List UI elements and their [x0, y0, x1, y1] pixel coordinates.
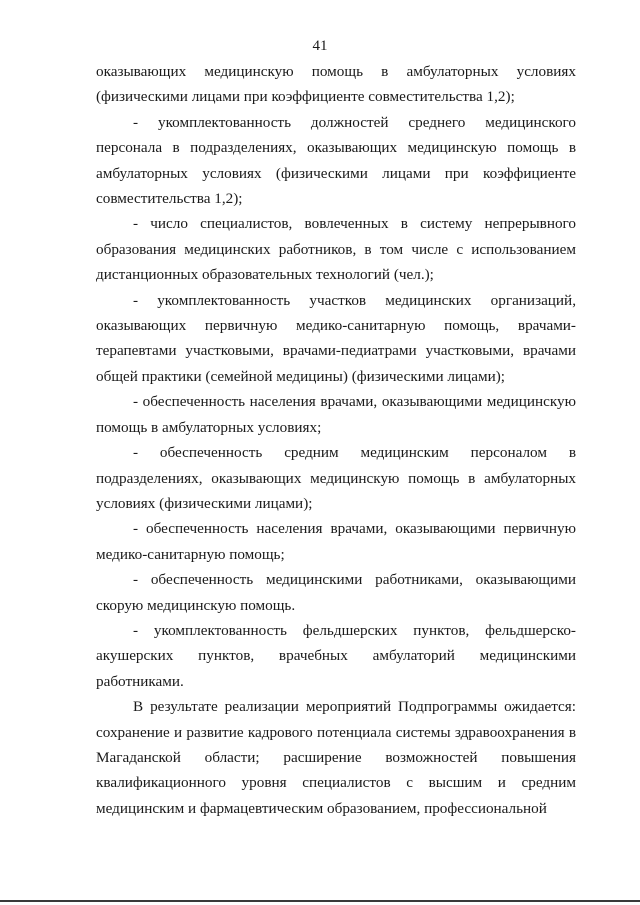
paragraph-primary-care-doctors: - обеспеченность населения врачами, оказывающими первичную медико-санитарную помощь;	[96, 520, 576, 563]
paragraph-continuation: оказывающих медицинскую помощь в амбулаторных условиях (физическими лицами при коэффициенте совместительства 1,2);	[96, 63, 576, 106]
paragraph-staffing-mid-level-personnel: - укомплектованность должностей среднего медицинского персонала в подразделениях, оказывающих медицинскую помощь в амбулаторных условиях (физическими лицами при коэффициенте совместительства 1,2);	[96, 113, 576, 208]
document-body	[96, 59, 576, 821]
paragraph-district-staffing: - укомплектованность участков медицинских организаций, оказывающих первичную медико-санитарную помощь, врачами-терапевтами участковыми, врачами-педиатрами участковыми, врачами общей практики (семейной медицины) (физическими лицами);	[96, 291, 576, 385]
paragraph-continuous-education: - число специалистов, вовлеченных в систему непрерывного образования медицинских работников, в том числе с использованием дистанционных образовательных технологий (чел.);	[96, 215, 576, 284]
page-number: 41	[312, 38, 328, 54]
page-bottom-edge	[0, 900, 640, 902]
paragraph-doctors-outpatient: - обеспеченность населения врачами, оказывающими медицинскую помощь в амбулаторных условиях;	[96, 393, 576, 436]
paragraph-emergency-care-workers: - обеспеченность медицинскими работниками, оказывающими скорую медицинскую помощь.	[96, 571, 576, 614]
paragraph-mid-level-staff-supply: - обеспеченность средним медицинским персоналом в подразделениях, оказывающих медицинскую помощь в амбулаторных условиях (физическими лицами);	[96, 444, 576, 512]
paragraph-expected-results: В результате реализации мероприятий Подпрограммы ожидается: сохранение и развитие кадрового потенциала системы здравоохранения в Магаданской области; расширение возможностей повышения квалификационного уровня специалистов с высшим и средним медицинским и фармацевтическим образованием, профессиональной	[96, 698, 576, 817]
paragraph-feldsher-points-staffing: - укомплектованность фельдшерских пунктов, фельдшерско-акушерских пунктов, врачебных амбулаторий медицинскими работниками.	[96, 621, 576, 690]
